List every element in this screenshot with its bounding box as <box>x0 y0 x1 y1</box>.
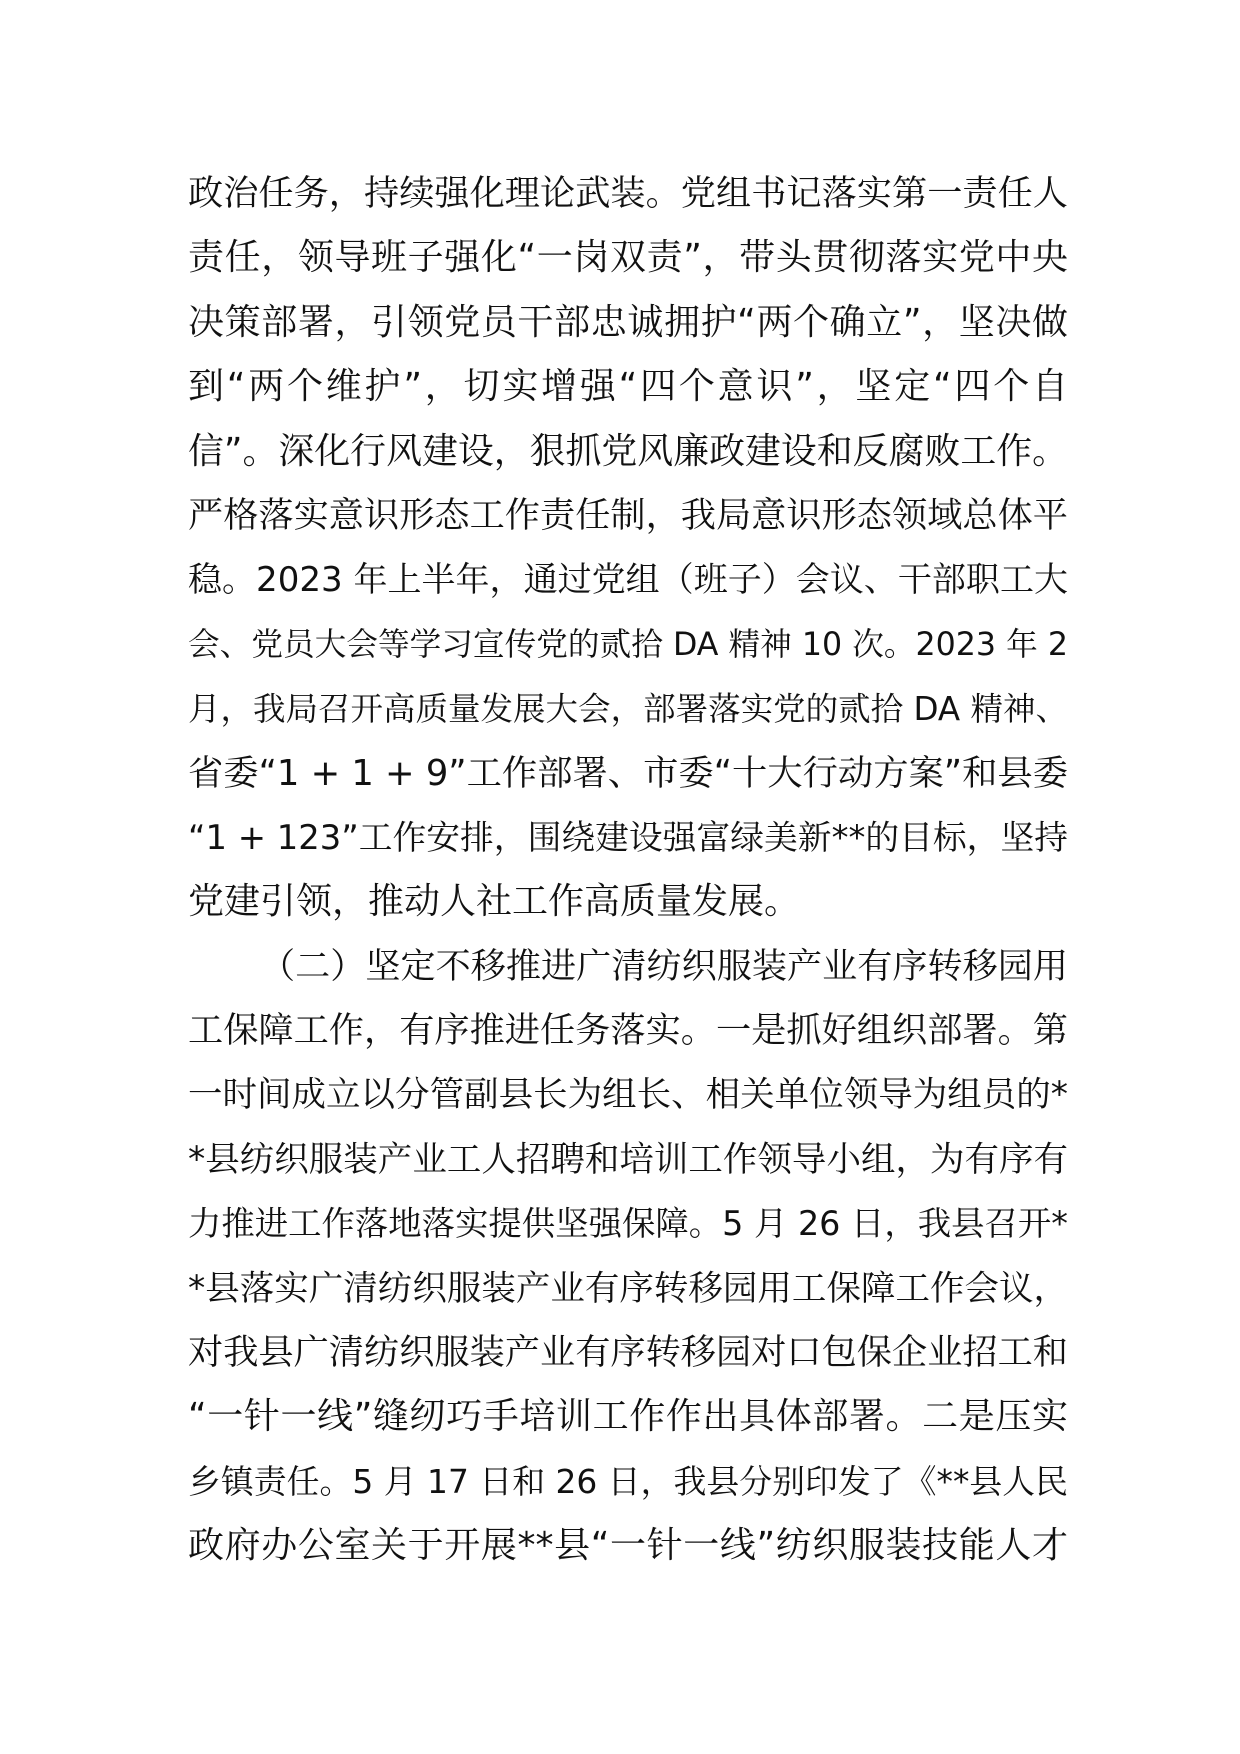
text-line: 到“两个维护”，切实增强“四个意识”，坚定“四个自 <box>188 366 1068 408</box>
text-line: 政治任务，持续强化理论武装。党组书记落实第一责任人 <box>188 173 1068 214</box>
text-line: 力推进工作落地落实提供坚强保障。5 月 26 日，我县召开* <box>188 1204 1068 1244</box>
text-line: 月，我局召开高质量发展大会，部署落实党的贰拾 DA 精神、 <box>188 690 1068 729</box>
text-line: 政府办公室关于开展**县“一针一线”纺织服装技能人才 <box>188 1525 1068 1567</box>
text-line: 乡镇责任。5 月 17 日和 26 日，我县分别印发了《**县人民 <box>188 1461 1068 1501</box>
text-line: 一时间成立以分管副县长为组长、相关单位领导为组员的* <box>188 1075 1068 1116</box>
text-line: 信”。深化行风建设，狠抓党风廉政建设和反腐败工作。 <box>188 430 1068 472</box>
text-line: 责任，领导班子强化“一岗双责”，带头贯彻落实党中央 <box>188 237 1068 279</box>
text-line: “1 + 123”工作安排，围绕建设强富绿美新**的目标，坚持 <box>188 817 1068 857</box>
text-line: 党建引领，推动人社工作高质量发展。 <box>188 881 801 923</box>
text-line: 省委“1 + 1 + 9”工作部署、市委“十大行动方案”和县委 <box>188 752 1068 794</box>
text-line: 对我县广清纺织服装产业有序转移园对口包保企业招工和 <box>188 1332 1068 1374</box>
text-line: “一针一线”缝纫巧手培训工作作出具体部署。二是压实 <box>188 1396 1068 1438</box>
text-line: 稳。2023 年上半年，通过党组（班子）会议、干部职工大 <box>188 560 1068 601</box>
text-line: *县纺织服装产业工人招聘和培训工作领导小组，为有序有 <box>188 1139 1068 1180</box>
text-line: 严格落实意识形态工作责任制，我局意识形态领域总体平 <box>188 494 1068 536</box>
text-line: *县落实广清纺织服装产业有序转移园用工保障工作会议， <box>188 1268 1068 1309</box>
section-heading-line: （二）坚定不移推进广清纺织服装产业有序转移园用 <box>260 945 1068 987</box>
text-line: 决策部署，引领党员干部忠诚拥护“两个确立”，坚决做 <box>188 301 1068 343</box>
body-text <box>188 162 1068 1579</box>
text-line: 工保障工作，有序推进任务落实。一是抓好组织部署。第 <box>188 1010 1068 1052</box>
text-line: 会、党员大会等学习宣传党的贰拾 DA 精神 10 次。2023 年 2 <box>188 626 1068 663</box>
